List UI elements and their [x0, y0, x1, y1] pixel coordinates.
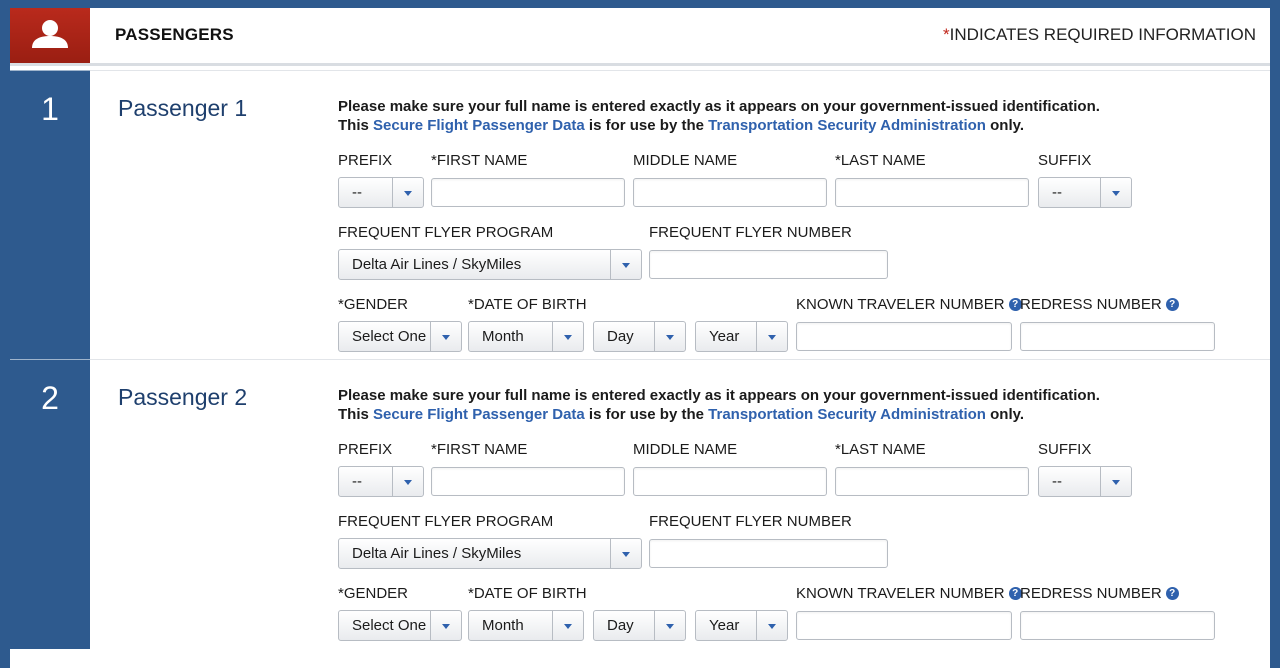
- chevron-down-icon: [610, 539, 641, 568]
- dob-month-select[interactable]: [468, 321, 584, 352]
- chevron-down-icon: [654, 322, 685, 351]
- known-traveler-text: KNOWN TRAVELER NUMBER: [796, 296, 1005, 313]
- first-name-field[interactable]: [431, 178, 625, 207]
- dob-day-select[interactable]: [593, 610, 686, 641]
- passenger-number: 1: [41, 91, 59, 127]
- middle-name-label: MIDDLE NAME: [633, 152, 738, 169]
- chevron-down-icon: [1100, 178, 1131, 207]
- notice-line-2: [338, 405, 1118, 424]
- section-header: [10, 8, 1270, 66]
- passenger-form: [90, 70, 1270, 360]
- chevron-down-icon: [756, 611, 787, 640]
- ff-number-label: FREQUENT FLYER NUMBER: [649, 224, 852, 241]
- suffix-select[interactable]: [1038, 466, 1132, 497]
- tsa-link[interactable]: Transportation Security Administration: [708, 406, 986, 423]
- redress-label: [1020, 585, 1179, 602]
- chevron-down-icon: [430, 611, 461, 640]
- gender-select[interactable]: [338, 321, 462, 352]
- known-traveler-label: [796, 585, 1022, 602]
- secure-flight-link[interactable]: Secure Flight Passenger Data: [373, 406, 585, 423]
- dob-day-value: Day: [607, 617, 634, 634]
- last-name-field[interactable]: [835, 178, 1029, 207]
- dob-label: *DATE OF BIRTH: [468, 296, 587, 313]
- prefix-value: --: [352, 473, 362, 490]
- last-name-label: *LAST NAME: [835, 441, 926, 458]
- redress-label: [1020, 296, 1179, 313]
- dob-month-value: Month: [482, 328, 524, 345]
- suffix-value: --: [1052, 473, 1062, 490]
- prefix-label: PREFIX: [338, 152, 393, 169]
- dob-year-select[interactable]: [695, 610, 788, 641]
- prefix-label: PREFIX: [338, 441, 393, 458]
- suffix-label: SUFFIX: [1038, 441, 1092, 458]
- gender-label: *GENDER: [338, 585, 409, 602]
- ff-program-select[interactable]: [338, 249, 642, 280]
- dob-year-select[interactable]: [695, 321, 788, 352]
- dob-day-value: Day: [607, 328, 634, 345]
- redress-text: REDRESS NUMBER: [1020, 296, 1162, 313]
- middle-name-field[interactable]: [633, 467, 827, 496]
- chevron-down-icon: [1100, 467, 1131, 496]
- notice-text: This: [338, 406, 374, 423]
- ff-number-field[interactable]: [649, 250, 888, 279]
- help-icon[interactable]: ?: [1009, 298, 1022, 311]
- chevron-down-icon: [430, 322, 461, 351]
- gender-value: Select One: [352, 328, 427, 345]
- redress-field[interactable]: [1020, 322, 1215, 351]
- chevron-down-icon: [392, 178, 423, 207]
- chevron-down-icon: [552, 611, 583, 640]
- prefix-select[interactable]: [338, 466, 424, 497]
- gender-value: Select One: [352, 617, 427, 634]
- gender-select[interactable]: [338, 610, 462, 641]
- ff-program-value: Delta Air Lines / SkyMiles: [352, 256, 522, 273]
- passenger-title: Passenger 1: [118, 95, 248, 121]
- chevron-down-icon: [552, 322, 583, 351]
- notice-line-1: Please make sure your full name is entered exactly as it appears on your government-issued identification.: [338, 98, 1100, 115]
- id-notice: [338, 386, 1118, 424]
- passenger-number-bar: [10, 70, 90, 360]
- middle-name-label: MIDDLE NAME: [633, 441, 738, 458]
- redress-field[interactable]: [1020, 611, 1215, 640]
- redress-text: REDRESS NUMBER: [1020, 585, 1162, 602]
- passengers-panel: [10, 8, 1270, 668]
- required-text: INDICATES REQUIRED INFORMATION: [949, 25, 1256, 44]
- last-name-label: *LAST NAME: [835, 152, 926, 169]
- gender-label: *GENDER: [338, 296, 409, 313]
- passenger-number: 2: [41, 380, 59, 416]
- suffix-value: --: [1052, 184, 1062, 201]
- ff-program-label: FREQUENT FLYER PROGRAM: [338, 224, 554, 241]
- notice-text: This: [338, 117, 374, 134]
- ff-number-field[interactable]: [649, 539, 888, 568]
- dob-day-select[interactable]: [593, 321, 686, 352]
- passenger-form: [90, 359, 1270, 649]
- dob-year-value: Year: [709, 617, 740, 634]
- dob-month-value: Month: [482, 617, 524, 634]
- known-traveler-field[interactable]: [796, 322, 1012, 351]
- passenger-title: Passenger 2: [118, 384, 248, 410]
- chevron-down-icon: [392, 467, 423, 496]
- passenger-block: [10, 359, 1270, 648]
- passenger-block: [10, 70, 1270, 359]
- user-icon: [30, 18, 70, 52]
- suffix-select[interactable]: [1038, 177, 1132, 208]
- chevron-down-icon: [610, 250, 641, 279]
- notice-line-2: [338, 116, 1118, 135]
- prefix-select[interactable]: [338, 177, 424, 208]
- help-icon[interactable]: ?: [1166, 587, 1179, 600]
- last-name-field[interactable]: [835, 467, 1029, 496]
- chevron-down-icon: [756, 322, 787, 351]
- required-note: [943, 25, 1256, 45]
- first-name-field[interactable]: [431, 467, 625, 496]
- chevron-down-icon: [654, 611, 685, 640]
- first-name-label: *FIRST NAME: [431, 152, 528, 169]
- ff-number-label: FREQUENT FLYER NUMBER: [649, 513, 852, 530]
- prefix-value: --: [352, 184, 362, 201]
- suffix-label: SUFFIX: [1038, 152, 1092, 169]
- help-icon[interactable]: ?: [1166, 298, 1179, 311]
- notice-text: only.: [985, 117, 1025, 134]
- dob-year-value: Year: [709, 328, 740, 345]
- help-icon[interactable]: ?: [1009, 587, 1022, 600]
- known-traveler-field[interactable]: [796, 611, 1012, 640]
- ff-program-value: Delta Air Lines / SkyMiles: [352, 545, 522, 562]
- passenger-icon-block: [10, 8, 90, 63]
- known-traveler-label: [796, 296, 1022, 313]
- notice-text: is for use by the: [584, 117, 709, 134]
- notice-line-1: Please make sure your full name is entered exactly as it appears on your government-issued identification.: [338, 387, 1100, 404]
- notice-text: only.: [985, 406, 1025, 423]
- ff-program-label: FREQUENT FLYER PROGRAM: [338, 513, 554, 530]
- secure-flight-link[interactable]: Secure Flight Passenger Data: [373, 117, 585, 134]
- notice-text: is for use by the: [584, 406, 709, 423]
- dob-month-select[interactable]: [468, 610, 584, 641]
- section-title: PASSENGERS: [115, 25, 234, 44]
- ff-program-select[interactable]: [338, 538, 642, 569]
- dob-label: *DATE OF BIRTH: [468, 585, 587, 602]
- known-traveler-text: KNOWN TRAVELER NUMBER: [796, 585, 1005, 602]
- passenger-number-bar: [10, 359, 90, 649]
- first-name-label: *FIRST NAME: [431, 441, 528, 458]
- tsa-link[interactable]: Transportation Security Administration: [708, 117, 986, 134]
- id-notice: [338, 97, 1118, 135]
- required-star: *: [943, 25, 950, 44]
- middle-name-field[interactable]: [633, 178, 827, 207]
